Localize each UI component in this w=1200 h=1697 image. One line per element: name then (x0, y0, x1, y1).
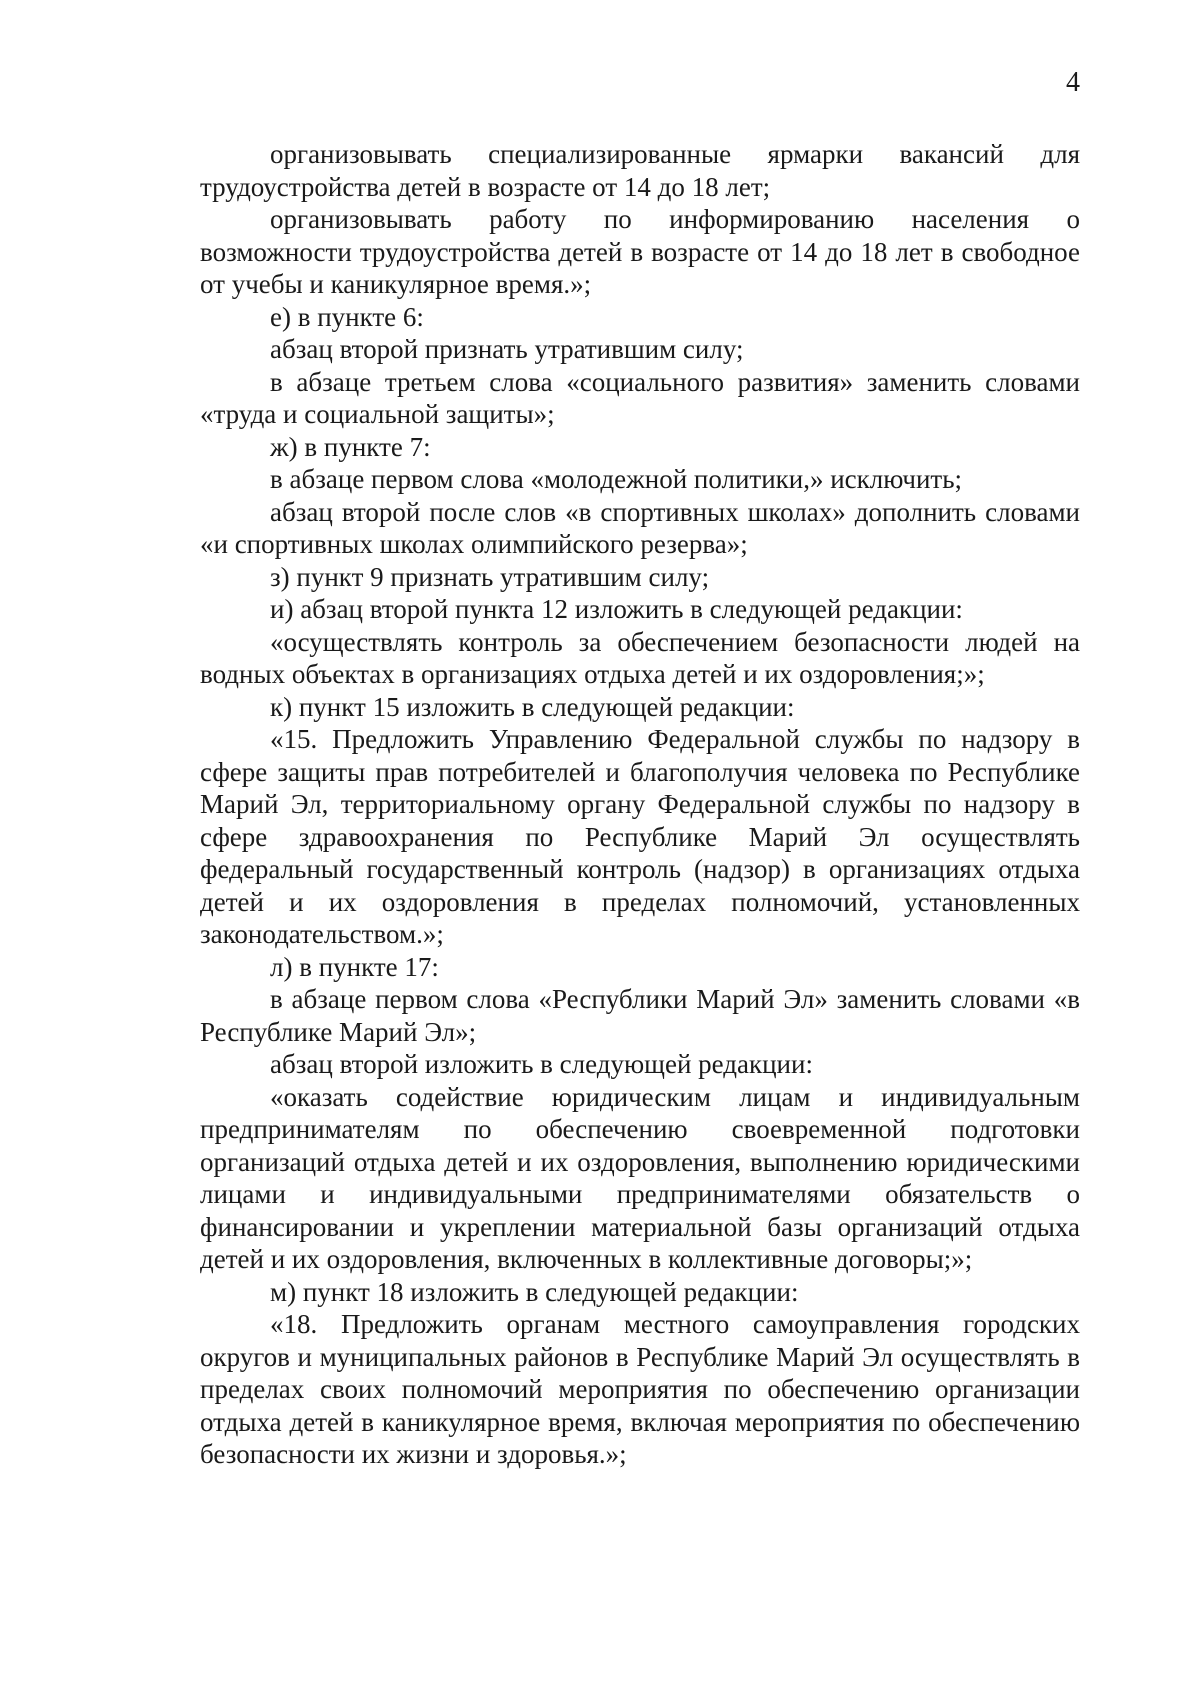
paragraph-item-k-text: «15. Предложить Управлению Федеральной службы по надзору в сфере защиты прав потребителей и благополучия человека по Республике Марий Эл, территориальному органу Федеральной службы по надзору в сфере здравоохранения по Республике Марий Эл осуществлять федеральный государственный контроль (надзор) в организациях отдыха детей и их оздоровления в пределах полномочий, установленных законодательством.»; (200, 724, 1080, 949)
paragraph-item-z: з) пункт 9 признать утратившим силу; (270, 561, 710, 592)
paragraph-item-l: л) в пункте 17: (270, 951, 439, 982)
paragraph-item-l-abzac-2: абзац второй изложить в следующей редакции: (270, 1049, 813, 1079)
paragraph-item-k: к) пункт 15 изложить в следующей редакции: (270, 691, 795, 722)
paragraph-item-zh-abzac-2: абзац второй после слов «в спортивных школах» дополнить словами «и спортивных школах олимпийского резерва»; (200, 496, 1080, 559)
paragraph-item-l-abzac-1: в абзаце первом слова «Республики Марий Эл» заменить словами «в Республике Марий Эл»; (200, 984, 1080, 1047)
page-number: 4 (1066, 67, 1080, 98)
paragraph-item-i: и) абзац второй пункта 12 изложить в следующей редакции: (270, 594, 963, 624)
paragraph-informing-population: организовывать работу по информированию населения о возможности трудоустройства детей в возрасте от 14 до 18 лет в свободное от учебы и каникулярное время.»; (200, 204, 1080, 299)
paragraph-item-m: м) пункт 18 изложить в следующей редакции: (270, 1276, 799, 1307)
paragraph-item-e: е) в пункте 6: (270, 301, 424, 332)
paragraph-item-zh-abzac-1: в абзаце первом слова «молодежной политики,» исключить; (270, 464, 963, 494)
paragraph-item-i-text: «осуществлять контроль за обеспечением безопасности людей на водных объектах в организациях отдыха детей и их оздоровления;»; (200, 626, 1080, 689)
document-body (200, 138, 1080, 1471)
paragraph-item-l-text: «оказать содействие юридическим лицам и индивидуальным предпринимателям по обеспечению своевременной подготовки организаций отдыха детей и их оздоровления, выполнению юридическими лицами и индивидуальными предпринимателями обязательств о финансировании и укреплении материальной базы организаций отдыха детей и их оздоровления, включенных в коллективные договоры;»; (200, 1081, 1080, 1274)
paragraph-item-zh: ж) в пункте 7: (270, 431, 431, 462)
paragraph-item-e-abzac-3: в абзаце третьем слова «социального развития» заменить словами «труда и социальной защиты»; (200, 366, 1080, 429)
paragraph-item-m-text: «18. Предложить органам местного самоуправления городских округов и муниципальных районов в Республике Марий Эл осуществлять в пределах своих полномочий мероприятия по обеспечению организации отдыха детей в каникулярное время, включая мероприятия по обеспечению безопасности их жизни и здоровья.»; (200, 1309, 1080, 1469)
paragraph-item-e-abzac-2: абзац второй признать утратившим силу; (270, 334, 744, 364)
paragraph-job-fairs: организовывать специализированные ярмарки вакансий для трудоустройства детей в возрасте от 14 до 18 лет; (200, 139, 1080, 202)
